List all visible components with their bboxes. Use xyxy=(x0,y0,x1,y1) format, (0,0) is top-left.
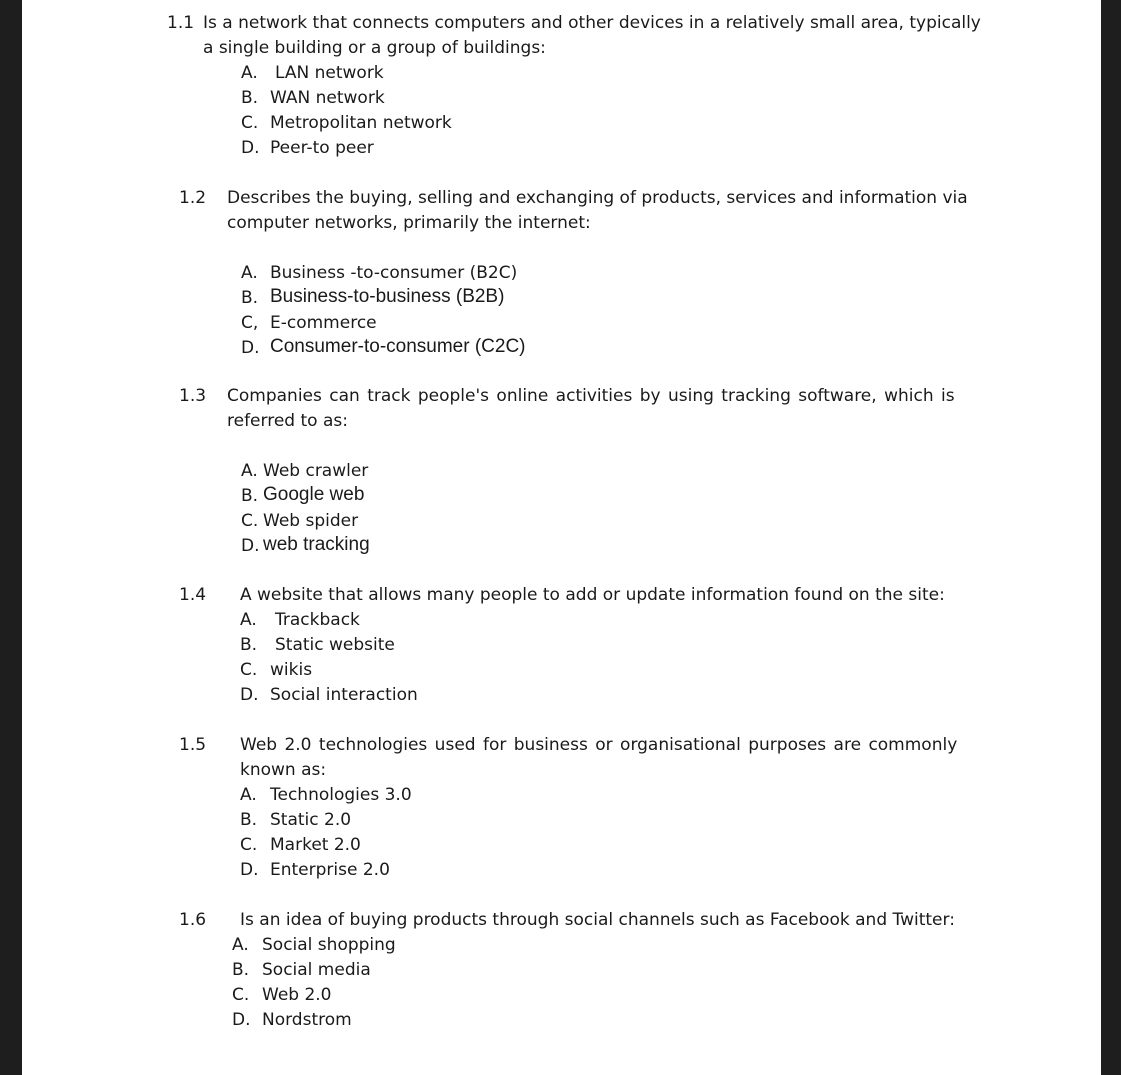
option-text: Peer-to peer xyxy=(270,138,374,158)
question-text-line: a single building or a group of buildings: xyxy=(203,38,546,58)
question-text-line: computer networks, primarily the internet: xyxy=(227,213,591,233)
option-letter: B. xyxy=(232,960,250,980)
option-letter: D. xyxy=(232,1010,251,1030)
question-text-line: Web 2.0 technologies used for business or organisational purposes are commonly xyxy=(240,735,958,755)
option-letter: D. xyxy=(241,338,260,358)
option-letter: B. xyxy=(240,635,258,655)
option-text: Google web xyxy=(263,484,365,505)
option-text: wikis xyxy=(270,660,313,680)
option-letter: D. xyxy=(240,860,259,880)
option-text: WAN network xyxy=(270,88,385,108)
option-text: Business -to-consumer (B2C) xyxy=(270,263,518,283)
option-text: Web 2.0 xyxy=(262,985,332,1005)
option-letter: A. xyxy=(241,461,258,481)
option-letter: A. xyxy=(240,610,257,630)
question-text-line: Describes the buying, selling and exchanging of products, services and information via xyxy=(227,188,968,208)
option-text: Social media xyxy=(262,960,371,980)
option-letter: B. xyxy=(241,486,259,506)
question-number: 1.1 xyxy=(167,13,195,33)
option-text: LAN network xyxy=(275,63,384,83)
question-number: 1.5 xyxy=(179,735,207,755)
question-text-line: A website that allows many people to add or update information found on the site: xyxy=(240,585,945,605)
question-text-line: Companies can track people's online activities by using tracking software, which is xyxy=(227,386,955,406)
option-letter: D. xyxy=(241,536,260,556)
option-letter: A. xyxy=(240,785,257,805)
option-text: E-commerce xyxy=(270,313,377,333)
option-letter: D. xyxy=(240,685,259,705)
option-text: Enterprise 2.0 xyxy=(270,860,390,880)
option-text: web tracking xyxy=(263,534,370,555)
option-letter: C. xyxy=(241,511,259,531)
question-text-line: referred to as: xyxy=(227,411,348,431)
option-letter: C, xyxy=(241,313,259,333)
option-text: Metropolitan network xyxy=(270,113,452,133)
option-letter: C. xyxy=(240,835,258,855)
option-text: Web spider xyxy=(263,511,359,531)
question-number: 1.6 xyxy=(179,910,207,930)
option-letter: A. xyxy=(232,935,249,955)
question-text-line: Is an idea of buying products through social channels such as Facebook and Twitter: xyxy=(240,910,955,930)
document-page xyxy=(22,0,1101,1075)
option-letter: B. xyxy=(241,88,259,108)
option-text: Static 2.0 xyxy=(270,810,352,830)
option-letter: D. xyxy=(241,138,260,158)
option-text: Technologies 3.0 xyxy=(270,785,412,805)
option-letter: C. xyxy=(240,660,258,680)
option-text: Business-to-business (B2B) xyxy=(270,286,505,307)
option-letter: A. xyxy=(241,63,258,83)
option-text: Market 2.0 xyxy=(270,835,361,855)
option-letter: C. xyxy=(241,113,259,133)
option-text: Nordstrom xyxy=(262,1010,352,1030)
option-text: Social interaction xyxy=(270,685,418,705)
option-letter: C. xyxy=(232,985,250,1005)
question-text-line: Is a network that connects computers and other devices in a relatively small area, typically xyxy=(203,13,981,33)
question-number: 1.3 xyxy=(179,386,207,406)
option-letter: B. xyxy=(241,288,259,308)
question-number: 1.4 xyxy=(179,585,207,605)
question-text-line: known as: xyxy=(240,760,327,780)
option-text: Social shopping xyxy=(262,935,396,955)
option-text: Static website xyxy=(275,635,395,655)
option-text: Web crawler xyxy=(263,461,369,481)
question-number: 1.2 xyxy=(179,188,207,208)
option-letter: B. xyxy=(240,810,258,830)
option-text: Trackback xyxy=(275,610,360,630)
option-text: Consumer-to-consumer (C2C) xyxy=(270,336,526,357)
option-letter: A. xyxy=(241,263,258,283)
